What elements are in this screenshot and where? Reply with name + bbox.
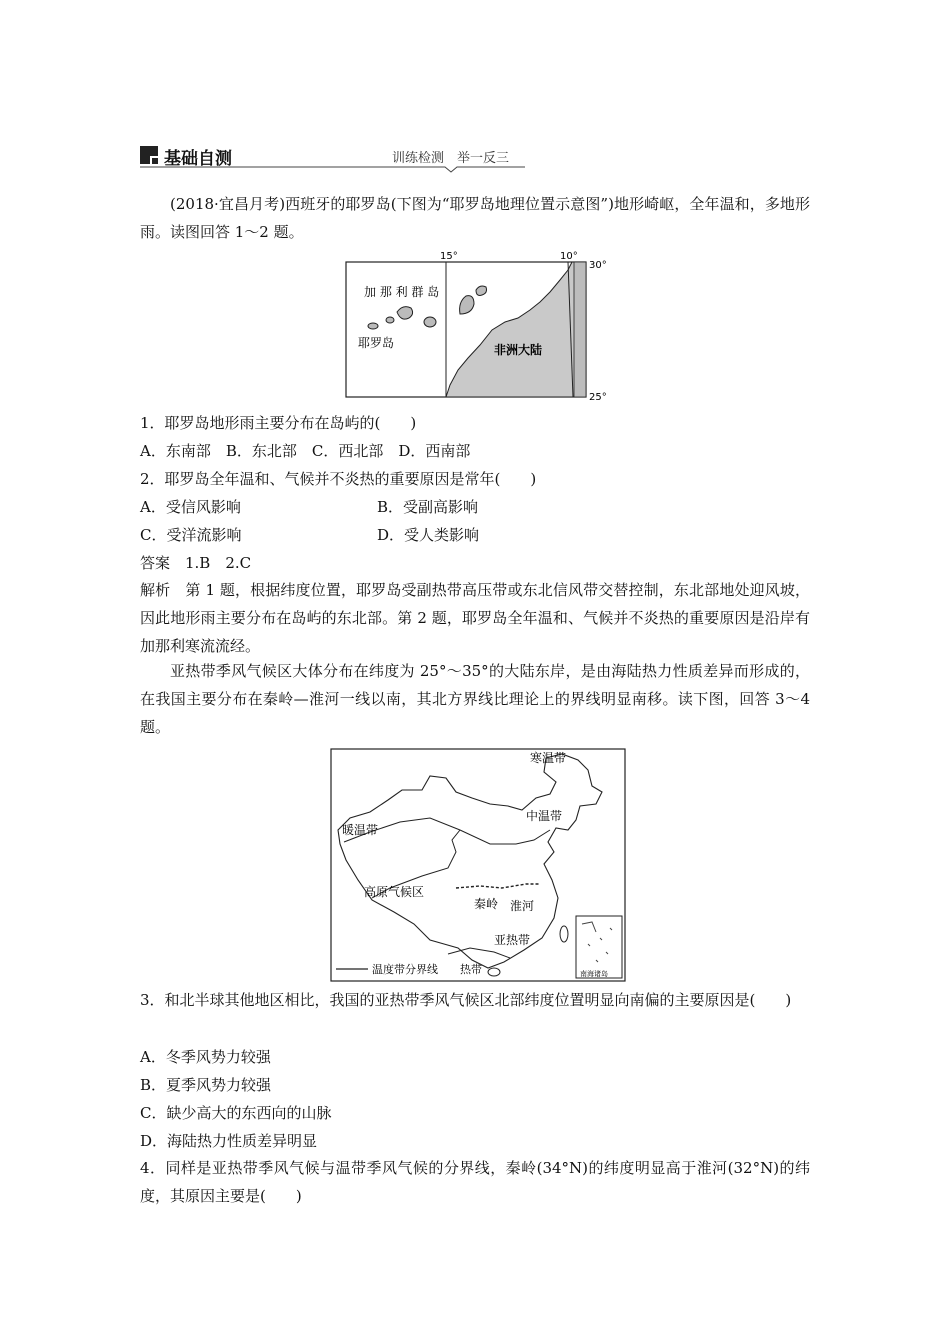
island-6 xyxy=(476,286,487,295)
lat-30-label: 30° xyxy=(589,260,607,271)
answer-line: 答案 1.B 2.C xyxy=(140,554,252,572)
question-4-stem: 4．同样是亚热带季风气候与温带季风气候的分界线，秦岭(34°N)的纬度明显高于淮河(32°N)的纬度，其原因主要是( ) xyxy=(140,1159,810,1205)
question-3-option-b: B．夏季风势力较强 xyxy=(140,1076,272,1094)
island-1 xyxy=(368,323,378,329)
hierro-label: 耶罗岛 xyxy=(358,336,395,350)
lon-15-label: 15° xyxy=(440,251,458,262)
intro-paragraph-1: (2018·宜昌月考)西班牙的耶罗岛(下图为“耶罗岛地理位置示意图”)地形崎岖，全年温和，多地形雨。读图回答 1～2 题。 xyxy=(140,195,810,241)
huaihe-label: 淮河 xyxy=(510,899,535,913)
question-2-stem: 2．耶罗岛全年温和、气候并不炎热的重要原因是常年( ) xyxy=(140,470,537,488)
africa-label: 非洲大陆 xyxy=(494,343,543,357)
hierro-location-map xyxy=(340,250,620,405)
legend-label: 温度带分界线 xyxy=(372,963,438,976)
china-temperature-zone-map xyxy=(330,748,626,982)
question-2-option-a: A．受信风影响 xyxy=(140,498,241,516)
question-2-option-d: D．受人类影响 xyxy=(377,526,480,544)
section-title: 基础自测 xyxy=(164,149,232,169)
tropical-label: 热带 xyxy=(460,963,482,976)
section-marker-icon xyxy=(140,146,158,164)
question-1-options: A．东南部 B．东北部 C．西北部 D．西南部 xyxy=(140,442,471,460)
canary-islands-label: 加 那 利 群 岛 xyxy=(364,285,440,299)
header-rule xyxy=(140,165,525,173)
analysis-paragraph: 解析 第 1 题，根据纬度位置，耶罗岛受副热带高压带或东北信风带交替控制，东北部地处迎风坡，因此地形雨主要分布在岛屿的东北部。第 2 题，耶罗岛全年温和、气候并不炎热的重要原因是沿岸有加那利寒流流经。 xyxy=(140,581,810,655)
section-subtitle: 训练检测 举一反三 xyxy=(392,151,510,166)
question-3-stem: 3．和北半球其他地区相比，我国的亚热带季风气候区北部纬度位置明显向南偏的主要原因是( ) xyxy=(140,991,792,1009)
question-1-stem: 1．耶罗岛地形雨主要分布在岛屿的( ) xyxy=(140,414,417,432)
warm-temperate-label: 暖温带 xyxy=(342,823,379,837)
lat-25-label: 25° xyxy=(589,392,607,403)
question-3-option-a: A．冬季风势力较强 xyxy=(140,1048,271,1066)
question-2-option-c: C．受洋流影响 xyxy=(140,526,242,544)
south-china-sea-inset xyxy=(576,916,622,978)
question-3-option-d: D．海陆热力性质差异明显 xyxy=(140,1132,318,1150)
section-header xyxy=(140,143,525,171)
subtropical-label: 亚热带 xyxy=(494,933,531,947)
question-2-option-b: B．受副高影响 xyxy=(377,498,479,516)
hainan-island xyxy=(488,968,500,976)
mid-temperate-label: 中温带 xyxy=(526,809,563,823)
intro-paragraph-2: 亚热带季风气候区大体分布在纬度为 25°～35°的大陆东岸，是由海陆热力性质差异而形成的，在我国主要分布在秦岭—淮河一线以南，其北方界线比理论上的界线明显南移。读下图，回答 3～4 题。 xyxy=(140,662,810,736)
question-3-option-c: C．缺少高大的东西向的山脉 xyxy=(140,1104,332,1122)
cold-temperate-label: 寒温带 xyxy=(530,751,567,765)
lon-10-label: 10° xyxy=(560,251,578,262)
island-2 xyxy=(386,317,394,323)
island-4 xyxy=(424,317,436,327)
taiwan-island xyxy=(560,926,568,942)
plateau-climate-label: 高原气候区 xyxy=(364,885,425,899)
qinling-label: 秦岭 xyxy=(474,897,499,911)
inset-label: 南海诸岛 xyxy=(580,970,608,978)
